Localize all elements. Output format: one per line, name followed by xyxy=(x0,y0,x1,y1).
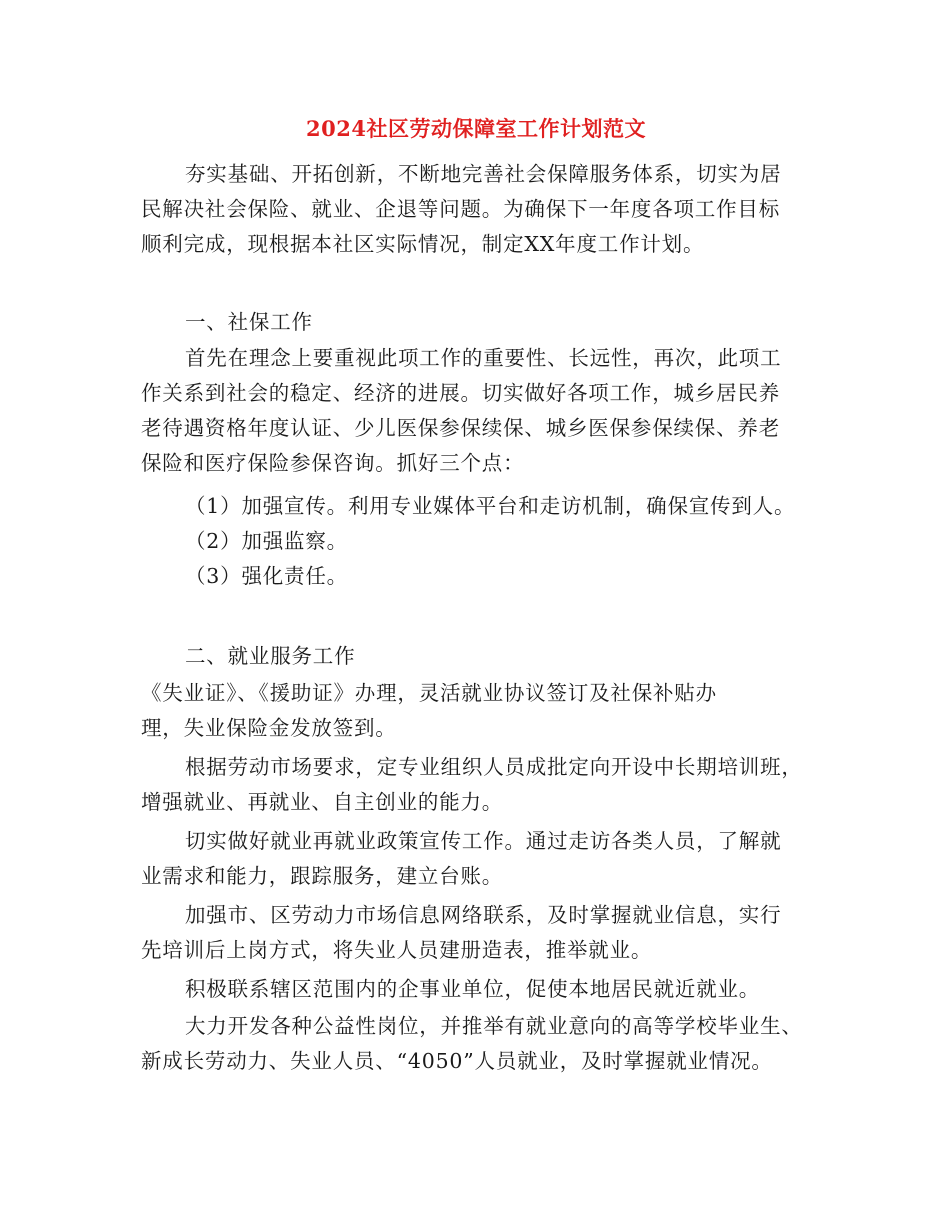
section1-item: （2）加强监察。 xyxy=(185,529,348,553)
section2-line: 大力开发各种公益性岗位，并推举有就业意向的高等学校毕业生、 xyxy=(185,1014,803,1038)
section2-line: 增强就业、再就业、自主创业的能力。 xyxy=(141,790,504,814)
section2-heading-text: 二、就业服务工作 xyxy=(185,644,356,668)
section2-line: 根据劳动市场要求，定专业组织人员成批定向开设中长期培训班， xyxy=(185,755,803,779)
section1-body xyxy=(141,341,811,481)
intro-line: 顺利完成，现根据本社区实际情况，制定XX年度工作计划。 xyxy=(141,232,705,256)
section2-line: 理，失业保险金发放签到。 xyxy=(141,716,397,740)
section1-heading-text: 一、社保工作 xyxy=(185,310,313,334)
section2-line: 业需求和能力，跟踪服务，建立台账。 xyxy=(141,864,504,888)
section2-line: 加强市、区劳动力市场信息网络联系，及时掌握就业信息，实行 xyxy=(185,903,782,927)
document-title: 2024社区劳动保障室工作计划范文 xyxy=(306,116,646,141)
section2-paragraph-4 xyxy=(141,898,811,968)
section2-paragraph-6 xyxy=(141,1009,811,1079)
section1-item: （1）加强宣传。利用专业媒体平台和走访机制，确保宣传到人。 xyxy=(185,494,796,518)
section1-line: 保险和医疗保险参保咨询。抓好三个点： xyxy=(141,451,525,475)
section2-line: 先培训后上岗方式，将失业人员建册造表，推举就业。 xyxy=(141,938,653,962)
section2-paragraph-3 xyxy=(141,824,811,894)
section2-line: 切实做好就业再就业政策宣传工作。通过走访各类人员，了解就 xyxy=(185,829,782,853)
section1-line: 作关系到社会的稳定、经济的进展。切实做好各项工作，城乡居民养 xyxy=(141,381,780,405)
section1-item: （3）强化责任。 xyxy=(185,564,348,588)
section2-line: 新成长劳动力、失业人员、“4050”人员就业，及时掌握就业情况。 xyxy=(141,1049,773,1073)
intro-paragraph xyxy=(141,157,811,262)
section1-heading xyxy=(141,305,811,340)
intro-line: 夯实基础、开拓创新，不断地完善社会保障服务体系，切实为居 xyxy=(185,162,782,186)
section2-heading xyxy=(141,639,811,674)
section1-line: 首先在理念上要重视此项工作的重要性、长远性，再次，此项工 xyxy=(185,346,782,370)
section2-paragraph-1 xyxy=(141,676,811,746)
section2-line: 积极联系辖区范围内的企事业单位，促使本地居民就近就业。 xyxy=(185,977,761,1001)
section1-items xyxy=(141,489,811,594)
section1-line: 老待遇资格年度认证、少儿医保参保续保、城乡医保参保续保、养老 xyxy=(141,416,780,440)
section2-paragraph-5 xyxy=(141,972,811,1007)
intro-line: 民解决社会保险、就业、企退等问题。为确保下一年度各项工作目标 xyxy=(141,197,780,221)
section2-paragraph-2 xyxy=(141,750,811,820)
section2-line: 《失业证》、《援助证》办理，灵活就业协议签订及社保补贴办 xyxy=(141,681,717,705)
